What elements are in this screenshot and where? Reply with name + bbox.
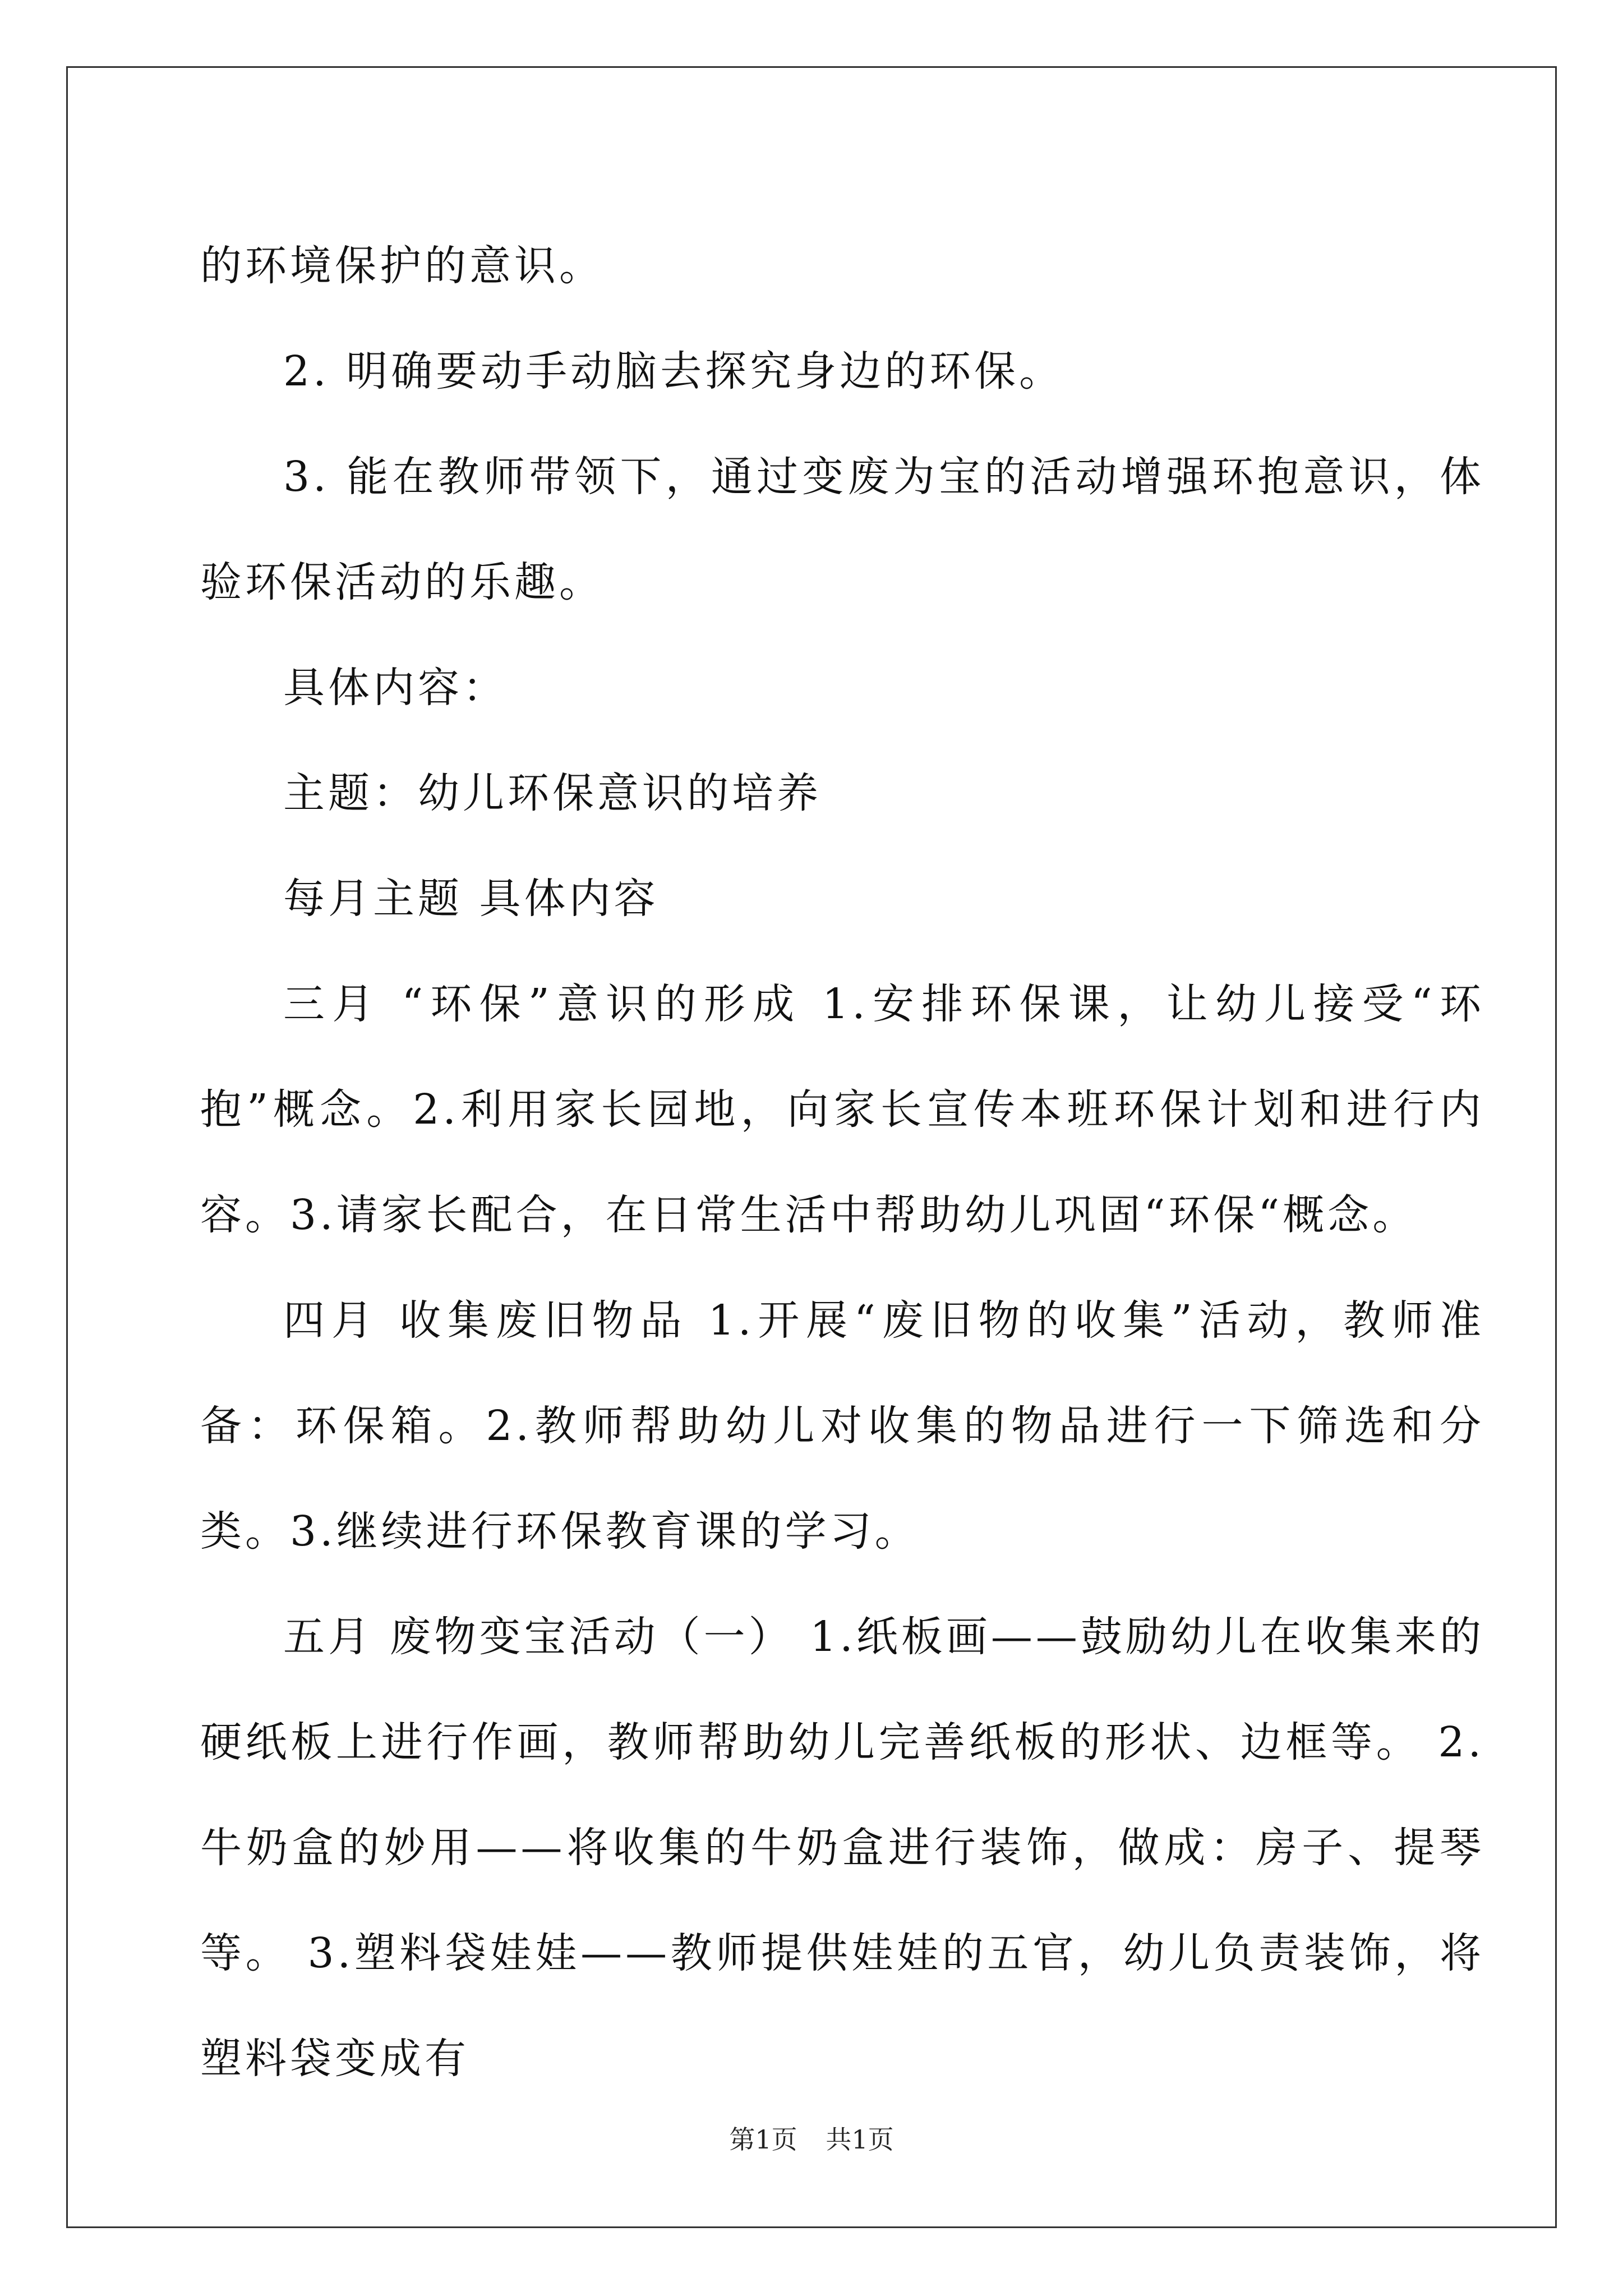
page-number-total: 共1页 [826, 2124, 894, 2155]
paragraph-goal-2: 2. 明确要动手动脑去探究身边的环保。 [283, 347, 1064, 395]
page-footer [0, 2119, 1623, 2156]
document-body [200, 213, 1484, 2111]
paragraph-monthly-header: 每月主题 具体内容 [283, 875, 659, 923]
paragraph-theme: 主题：幼儿环保意识的培养 [283, 769, 822, 817]
paragraph-goal-3: 3. 能在教师带领下，通过变废为宝的活动增强环抱意识，体验环保活动的乐趣。 [200, 453, 1484, 606]
paragraph-continuation: 的环境保护的意识。 [200, 242, 604, 290]
page-number-current: 第1页 [729, 2124, 797, 2155]
paragraph-march: 三月 “环保”意识的形成 1.安排环保课，让幼儿接受“环抱”概念。2.利用家长园地，向家长宣传本班环保计划和进行内容。3.请家长配合，在日常生活中帮助幼儿巩固“环保“概念。 [200, 980, 1484, 1239]
paragraph-content-heading: 具体内容： [283, 664, 508, 712]
paragraph-may: 五月 废物变宝活动（一） 1.纸板画——鼓励幼儿在收集来的硬纸板上进行作画，教师帮助幼儿完善纸板的形状、边框等。 2.牛奶盒的妙用——将收集的牛奶盒进行装饰，做成：房子、提琴等。 3.塑料袋娃娃——教师提供娃娃的五官，幼儿负责装饰，将塑料袋变成有 [200, 1613, 1484, 2083]
paragraph-april: 四月 收集废旧物品 1.开展“废旧物的收集”活动，教师准备：环保箱。2.教师帮助幼儿对收集的物品进行一下筛选和分类。3.继续进行环保教育课的学习。 [200, 1296, 1484, 1556]
